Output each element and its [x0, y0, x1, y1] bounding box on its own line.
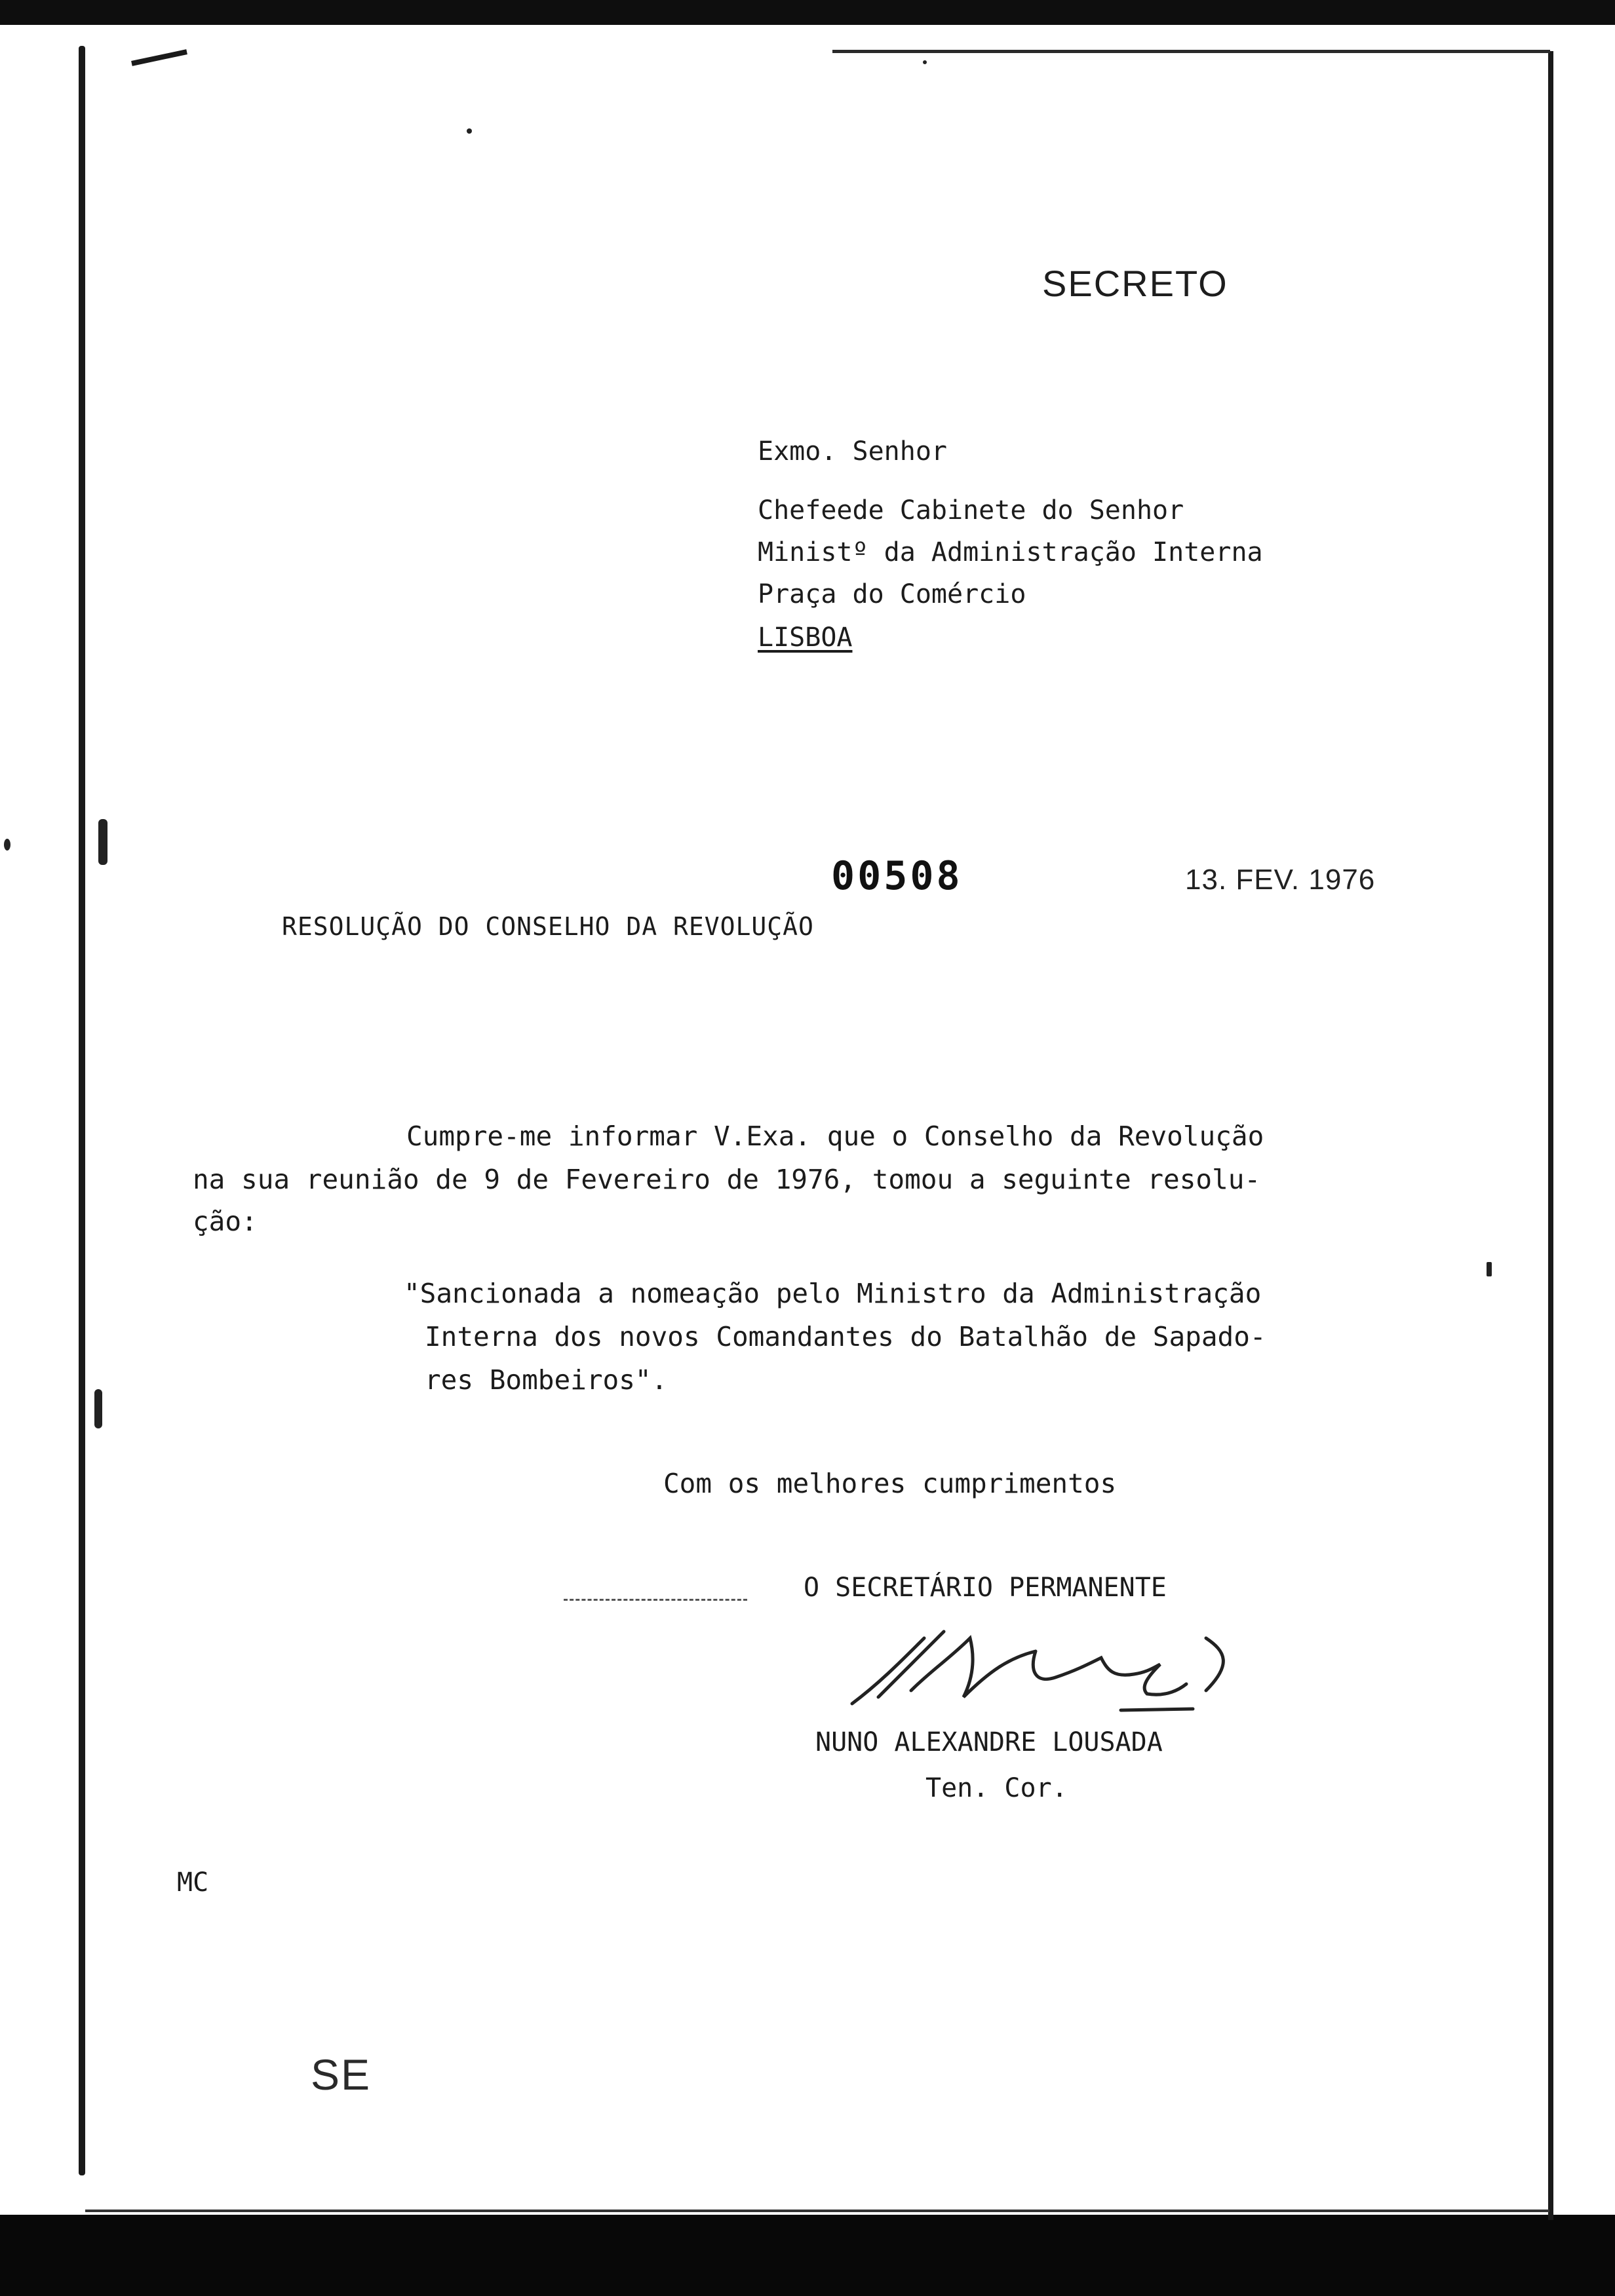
- speck: [1487, 1262, 1492, 1276]
- scan-top-edge: [0, 0, 1615, 25]
- speck: [4, 839, 10, 851]
- body-line: na sua reunião de 9 de Fevereiro de 1976, tomou a seguinte resolu-: [193, 1164, 1261, 1195]
- addressee-ministry: Ministº da Administração Interna: [758, 537, 1263, 567]
- page-left-edge: [79, 46, 85, 2175]
- speck: [923, 60, 927, 64]
- signature-dash-line: [564, 1599, 747, 1601]
- signer-title: O SECRETÁRIO PERMANENTE: [804, 1573, 1167, 1603]
- subject-heading: RESOLUÇÃO DO CONSELHO DA REVOLUÇÃO: [282, 912, 814, 941]
- closing-greeting: Com os melhores cumprimentos: [663, 1468, 1117, 1499]
- quote-line: "Sancionada a nomeação pelo Ministro da Administração: [404, 1278, 1262, 1309]
- margin-mark: [94, 1389, 102, 1428]
- signer-rank: Ten. Cor.: [925, 1773, 1068, 1803]
- quote-line: res Bombeiros".: [425, 1364, 668, 1396]
- addressee-city: LISBOA: [758, 622, 853, 653]
- body-line: Cumpre-me informar V.Exa. que o Conselho da Revolução: [406, 1120, 1264, 1152]
- addressee-street: Praça do Comércio: [758, 579, 1026, 609]
- handwritten-signature: [839, 1612, 1245, 1723]
- scan-bottom-edge: [0, 2215, 1615, 2296]
- typist-initials: MC: [177, 1867, 209, 1898]
- date-stamp: 13. FEV. 1976: [1185, 864, 1376, 896]
- bottom-classification-stamp: SE: [311, 2050, 372, 2099]
- speck: [467, 128, 472, 134]
- addressee-salutation: Exmo. Senhor: [758, 436, 947, 467]
- margin-mark: [98, 819, 107, 865]
- signer-name: NUNO ALEXANDRE LOUSADA: [815, 1727, 1163, 1757]
- quote-line: Interna dos novos Comandantes do Batalhão de Sapado-: [425, 1321, 1266, 1352]
- body-line: ção:: [193, 1206, 258, 1237]
- document-number: 00508: [831, 853, 963, 899]
- page-right-edge: [1548, 51, 1553, 2220]
- page-top-line: [832, 50, 1550, 53]
- corner-mark: [131, 49, 187, 66]
- page-bottom-line: [85, 2210, 1549, 2212]
- classification-stamp: SECRETO: [1042, 263, 1228, 304]
- addressee-position: Chefeede Cabinete do Senhor: [758, 495, 1184, 526]
